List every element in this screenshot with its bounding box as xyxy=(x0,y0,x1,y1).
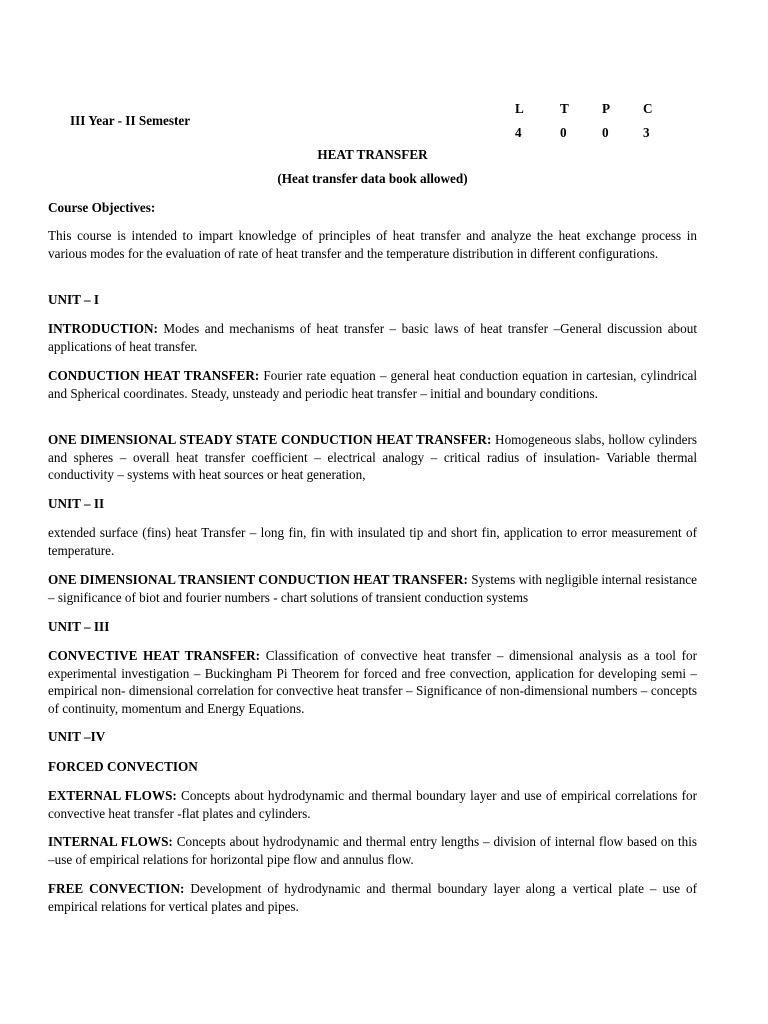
one-dimensional-text: Homogeneous slabs, hollow cylinders and spheres – overall heat transfer coefficient – electrical analogy – critical radius of insulation- Variable thermal conductivity – systems with heat sources or heat generation, xyxy=(48,432,697,482)
internal-flows-label: INTERNAL FLOWS: xyxy=(48,834,173,849)
ltpc-label-t: T xyxy=(560,101,569,116)
ltpc-value-t: 0 xyxy=(560,125,567,140)
unit-3-heading: UNIT – III xyxy=(48,619,110,634)
unit-1-one-dimensional xyxy=(48,431,697,484)
ltpc-value-p: 0 xyxy=(602,125,609,140)
transient-label: ONE DIMENSIONAL TRANSIENT CONDUCTION HEAT TRANSFER: xyxy=(48,572,468,587)
unit-2-fins: extended surface (fins) heat Transfer – long fin, fin with insulated tip and short fin, application to error measurement of temperature. xyxy=(48,525,697,558)
conduction-text: Fourier rate equation – general heat conduction equation in cartesian, cylindrical and Spherical coordinates. Steady, unsteady and periodic heat transfer – initial and boundary conditions. xyxy=(48,368,697,401)
unit-4-internal-flows xyxy=(48,833,697,868)
unit-2-transient xyxy=(48,571,697,606)
unit-4-heading: UNIT –IV xyxy=(48,729,106,744)
unit-1-heading: UNIT – I xyxy=(48,292,100,307)
introduction-text: Modes and mechanisms of heat transfer – basic laws of heat transfer –General discussion about applications of heat transfer. xyxy=(48,321,697,354)
unit-2-heading: UNIT – II xyxy=(48,496,105,511)
course-subtitle: (Heat transfer data book allowed) xyxy=(277,171,468,186)
forced-convection-heading: FORCED CONVECTION xyxy=(48,759,198,774)
unit-4-external-flows xyxy=(48,787,697,822)
free-convection-label: FREE CONVECTION: xyxy=(48,881,185,896)
course-title: HEAT TRANSFER xyxy=(317,147,428,162)
unit-1-conduction xyxy=(48,367,697,402)
ltpc-label-l: L xyxy=(515,101,524,116)
introduction-label: INTRODUCTION: xyxy=(48,321,158,336)
ltpc-value-c: 3 xyxy=(643,125,650,140)
objectives-heading: Course Objectives: xyxy=(48,200,156,215)
transient-text: Systems with negligible internal resistance – significance of biot and fourier numbers - chart solutions of transient conduction systems xyxy=(48,572,698,605)
semester-label: III Year - II Semester xyxy=(70,113,191,128)
ltpc-label-p: P xyxy=(602,101,611,116)
external-flows-label: EXTERNAL FLOWS: xyxy=(48,788,177,803)
convective-text: Classification of convective heat transfer – dimensional analysis as a tool for experimental investigation – Buckingham Pi Theorem for forced and free convection, application for developing semi – empirical non- dimensional correlation for convective heat transfer – Significance of non-dimensional numbers – concepts of continuity, momentum and Energy Equations. xyxy=(48,648,697,716)
convective-label: CONVECTIVE HEAT TRANSFER: xyxy=(48,648,261,663)
unit-4-free-convection xyxy=(48,880,697,915)
unit-1-introduction xyxy=(48,320,697,355)
one-dimensional-label: ONE DIMENSIONAL STEADY STATE CONDUCTION HEAT TRANSFER: xyxy=(48,432,492,447)
ltpc-label-c: C xyxy=(643,101,653,116)
free-convection-text: Development of hydrodynamic and thermal boundary layer along a vertical plate – use of empirical relations for vertical plates and pipes. xyxy=(48,881,697,914)
ltpc-value-l: 4 xyxy=(515,125,522,140)
conduction-label: CONDUCTION HEAT TRANSFER: xyxy=(48,368,260,383)
external-flows-text: Concepts about hydrodynamic and thermal boundary layer and use of empirical correlations for convective heat transfer -flat plates and cylinders. xyxy=(48,788,697,821)
objectives-text: This course is intended to impart knowledge of principles of heat transfer and analyze the heat exchange process in various modes for the evaluation of rate of heat transfer and the temperature distribution in different configurations. xyxy=(48,228,697,261)
internal-flows-text: Concepts about hydrodynamic and thermal entry lengths – division of internal flow based on this –use of empirical relations for horizontal pipe flow and annulus flow. xyxy=(48,834,697,867)
unit-3-convective xyxy=(48,647,697,717)
